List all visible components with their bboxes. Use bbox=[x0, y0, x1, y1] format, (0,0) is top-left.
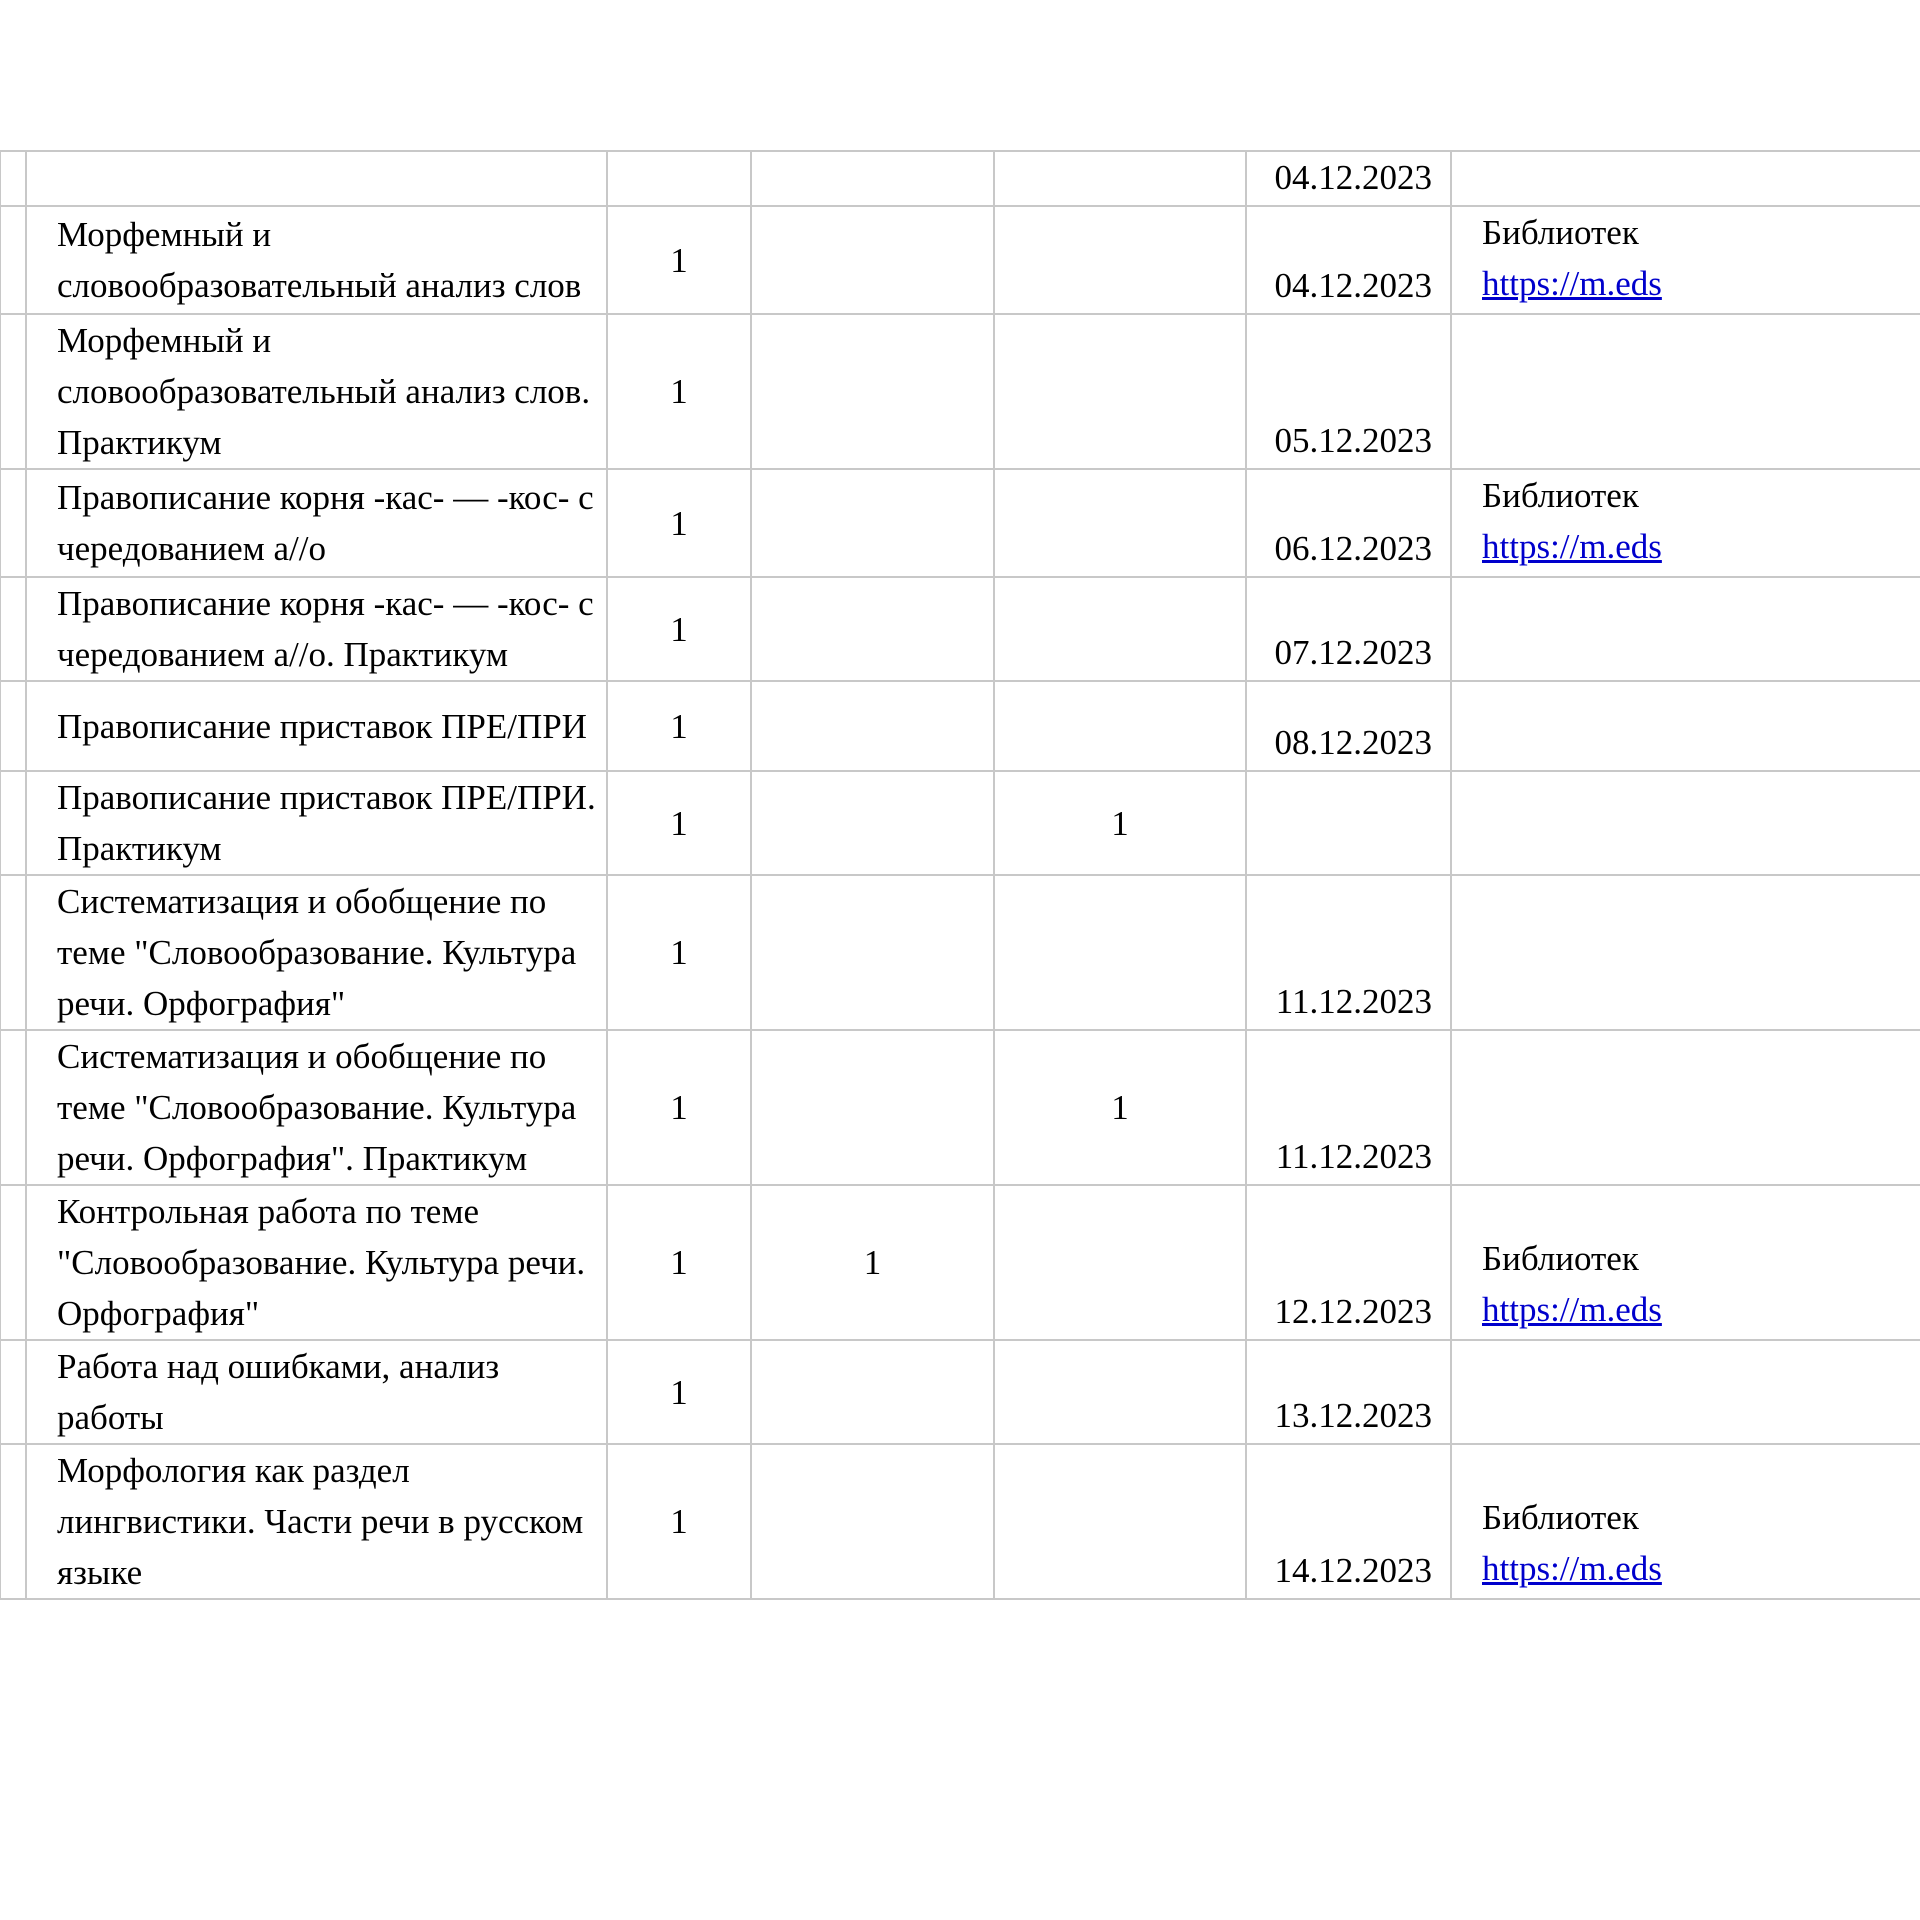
row-number-cell bbox=[0, 151, 26, 206]
topic-cell: Правописание корня -кас- — -кос- с чередованием а//о bbox=[26, 469, 607, 577]
control-work-cell: 1 bbox=[751, 1185, 994, 1340]
table-row bbox=[0, 314, 1920, 469]
row-number-cell bbox=[0, 771, 26, 875]
table-row bbox=[0, 1030, 1920, 1185]
row-number-cell bbox=[0, 1340, 26, 1444]
row-number-cell bbox=[0, 875, 26, 1030]
resource-cell bbox=[1451, 1030, 1920, 1185]
resource-cell bbox=[1451, 875, 1920, 1030]
practice-work-cell: 1 bbox=[994, 1030, 1246, 1185]
control-work-cell bbox=[751, 577, 994, 681]
table-row bbox=[0, 151, 1920, 206]
hours-cell: 1 bbox=[607, 314, 751, 469]
resource-cell bbox=[1451, 771, 1920, 875]
control-work-cell bbox=[751, 771, 994, 875]
resource-link[interactable]: https://m.eds bbox=[1482, 1549, 1662, 1588]
practice-work-cell bbox=[994, 469, 1246, 577]
hours-cell: 1 bbox=[607, 577, 751, 681]
topic-cell: Систематизация и обобщение по теме "Словообразование. Культура речи. Орфография". Практикум bbox=[26, 1030, 607, 1185]
topic-cell bbox=[26, 151, 607, 206]
control-work-cell bbox=[751, 1444, 994, 1599]
row-number-cell bbox=[0, 1185, 26, 1340]
hours-cell bbox=[607, 151, 751, 206]
row-number-cell bbox=[0, 681, 26, 771]
resource-cell: Библиотек https://m.eds bbox=[1451, 1444, 1920, 1599]
hours-cell: 1 bbox=[607, 206, 751, 314]
practice-work-cell bbox=[994, 206, 1246, 314]
control-work-cell bbox=[751, 681, 994, 771]
practice-work-cell bbox=[994, 1185, 1246, 1340]
control-work-cell bbox=[751, 875, 994, 1030]
date-cell bbox=[1246, 771, 1451, 875]
table-row bbox=[0, 206, 1920, 314]
practice-work-cell bbox=[994, 1340, 1246, 1444]
practice-work-cell bbox=[994, 577, 1246, 681]
control-work-cell bbox=[751, 151, 994, 206]
topic-cell: Систематизация и обобщение по теме "Словообразование. Культура речи. Орфография" bbox=[26, 875, 607, 1030]
resource-cell bbox=[1451, 577, 1920, 681]
table-row bbox=[0, 577, 1920, 681]
resource-cell: Библиотек https://m.eds bbox=[1451, 206, 1920, 314]
date-cell: 05.12.2023 bbox=[1246, 314, 1451, 469]
date-cell: 11.12.2023 bbox=[1246, 875, 1451, 1030]
topic-cell: Морфемный и словообразовательный анализ слов bbox=[26, 206, 607, 314]
date-cell: 11.12.2023 bbox=[1246, 1030, 1451, 1185]
hours-cell: 1 bbox=[607, 771, 751, 875]
topic-cell: Правописание приставок ПРЕ/ПРИ. Практикум bbox=[26, 771, 607, 875]
table-row bbox=[0, 771, 1920, 875]
row-number-cell bbox=[0, 577, 26, 681]
topic-cell: Правописание приставок ПРЕ/ПРИ bbox=[26, 681, 607, 771]
hours-cell: 1 bbox=[607, 469, 751, 577]
topic-cell: Морфемный и словообразовательный анализ слов. Практикум bbox=[26, 314, 607, 469]
table-row bbox=[0, 1185, 1920, 1340]
table-row bbox=[0, 1444, 1920, 1599]
resource-cell bbox=[1451, 151, 1920, 206]
lesson-plan-table bbox=[0, 150, 1920, 1600]
topic-cell: Морфология как раздел лингвистики. Части речи в русском языке bbox=[26, 1444, 607, 1599]
topic-cell: Правописание корня -кас- — -кос- с чередованием а//о. Практикум bbox=[26, 577, 607, 681]
resource-cell bbox=[1451, 681, 1920, 771]
control-work-cell bbox=[751, 1030, 994, 1185]
resource-cell: Библиотек https://m.eds bbox=[1451, 469, 1920, 577]
row-number-cell bbox=[0, 206, 26, 314]
control-work-cell bbox=[751, 1340, 994, 1444]
row-number-cell bbox=[0, 314, 26, 469]
hours-cell: 1 bbox=[607, 1030, 751, 1185]
control-work-cell bbox=[751, 314, 994, 469]
control-work-cell bbox=[751, 469, 994, 577]
control-work-cell bbox=[751, 206, 994, 314]
practice-work-cell bbox=[994, 1444, 1246, 1599]
hours-cell: 1 bbox=[607, 875, 751, 1030]
date-cell: 13.12.2023 bbox=[1246, 1340, 1451, 1444]
resource-cell: Библиотек https://m.eds bbox=[1451, 1185, 1920, 1340]
practice-work-cell bbox=[994, 875, 1246, 1030]
table-row bbox=[0, 875, 1920, 1030]
practice-work-cell bbox=[994, 681, 1246, 771]
hours-cell: 1 bbox=[607, 1340, 751, 1444]
table-row bbox=[0, 681, 1920, 771]
table-row bbox=[0, 469, 1920, 577]
practice-work-cell: 1 bbox=[994, 771, 1246, 875]
hours-cell: 1 bbox=[607, 1444, 751, 1599]
topic-cell: Работа над ошибками, анализ работы bbox=[26, 1340, 607, 1444]
practice-work-cell bbox=[994, 151, 1246, 206]
row-number-cell bbox=[0, 1030, 26, 1185]
hours-cell: 1 bbox=[607, 1185, 751, 1340]
row-number-cell bbox=[0, 1444, 26, 1599]
topic-cell: Контрольная работа по теме "Словообразование. Культура речи. Орфография" bbox=[26, 1185, 607, 1340]
row-number-cell bbox=[0, 469, 26, 577]
date-cell: 06.12.2023 bbox=[1246, 469, 1451, 577]
table-row bbox=[0, 1340, 1920, 1444]
date-cell: 04.12.2023 bbox=[1246, 151, 1451, 206]
resource-link[interactable]: https://m.eds bbox=[1482, 264, 1662, 303]
hours-cell: 1 bbox=[607, 681, 751, 771]
practice-work-cell bbox=[994, 314, 1246, 469]
resource-cell bbox=[1451, 314, 1920, 469]
resource-link[interactable]: https://m.eds bbox=[1482, 1290, 1662, 1329]
date-cell: 08.12.2023 bbox=[1246, 681, 1451, 771]
date-cell: 14.12.2023 bbox=[1246, 1444, 1451, 1599]
date-cell: 04.12.2023 bbox=[1246, 206, 1451, 314]
resource-link[interactable]: https://m.eds bbox=[1482, 527, 1662, 566]
date-cell: 12.12.2023 bbox=[1246, 1185, 1451, 1340]
date-cell: 07.12.2023 bbox=[1246, 577, 1451, 681]
resource-cell bbox=[1451, 1340, 1920, 1444]
